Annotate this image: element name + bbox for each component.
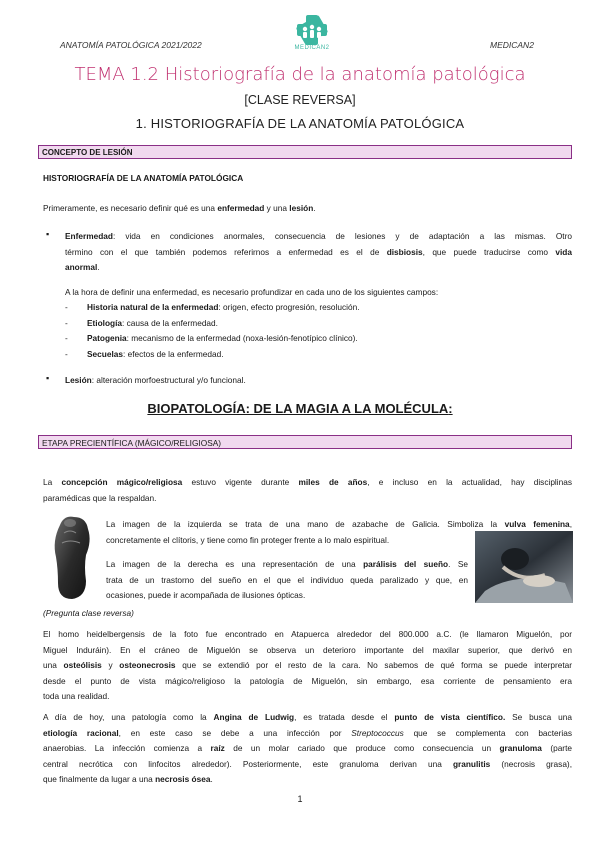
- sleep-paralysis-image: [475, 531, 573, 603]
- concepcion-paragraph: La concepción mágico/religiosa estuvo vigente durante miles de años, e incluso en la actualidad, hay disciplinas paramédicas que la respaldan.: [43, 477, 572, 503]
- intro-paragraph: Primeramente, es necesario definir qué es una enfermedad y una lesión.: [43, 203, 316, 213]
- campos-intro: A la hora de definir una enfermedad, es necesario profundizar en cada uno de los siguientes campos:: [65, 287, 439, 297]
- pregunta-label: (Pregunta clase reversa): [43, 608, 134, 618]
- subheading: HISTORIOGRAFÍA DE LA ANATOMÍA PATOLÓGICA: [43, 173, 244, 183]
- azabache-hand-image: [46, 511, 98, 603]
- hand-description: La imagen de la izquierda se trata de una mano de azabache de Galicia. Simboliza la vulva femenina, concretamente el clítoris, y tiene como fin proteger frente a lo malo espiritual.: [106, 519, 572, 545]
- lesion-definition: Lesión: alteración morfoestructural y/o funcional.: [65, 375, 246, 385]
- page-subtitle: [CLASE REVERSA]: [244, 93, 356, 107]
- section-box-precientifica: ETAPA PRECIENTÍFICA (MÁGICO/RELIGIOSA): [38, 435, 572, 449]
- list-item: - Secuelas: efectos de la enfermedad.: [65, 348, 224, 359]
- ludwig-paragraph: A día de hoy, una patología como la Angina de Ludwig, es tratada desde el punto de vista científico. Se busca una etiología racional, en este caso se debe a una infección por Streptococcus que se complementa con bacterias anaerobias. La infección comienza a raíz de un molar cariado que produce como consecuencia un granuloma (parte central necrótica con linfocitos alrededor). Posteriormente, este granuloma derivan una granulitis (necrosis grasa), que finalmente da lugar a una necrosis ósea.: [43, 712, 572, 784]
- section-heading-biopatologia: BIOPATOLOGÍA: DE LA MAGIA A LA MOLÉCULA:: [147, 401, 453, 416]
- list-item: - Etiología: causa de la enfermedad.: [65, 317, 218, 328]
- paralysis-description: La imagen de la derecha es una representación de una parálisis del sueño. Se trata de un trastorno del sueño en el que el individuo queda paralizado y que, en ocasiones, puede ir acompañada de ilusiones ópticas.: [106, 559, 468, 600]
- header-left: ANATOMÍA PATOLÓGICA 2021/2022: [60, 40, 202, 50]
- page-number: 1: [297, 794, 303, 804]
- homo-paragraph: El homo heidelbergensis de la foto fue encontrado en Atapuerca alrededor del 800.000 a.C. (le llamaron Miguelón, por Miguel Induráin). En el cráneo de Miguelón se observa un deterioro importante del maxilar superior, que derivó en una osteólisis y osteonecrosis que se extendió por el resto de la cara. No sabemos de qué forma se puede interpretar desde el punto de vista mágico/religioso la patología de Miguelón, sin embargo, esa corriente de pensamiento era toda una realidad.: [43, 629, 573, 701]
- campos-list: [65, 300, 360, 362]
- section-box-concepto: CONCEPTO DE LESIÓN: [38, 145, 572, 159]
- logo-text: MEDICAN2: [294, 45, 330, 51]
- page-title: TEMA 1.2 Historiografía de la anatomía patológica: [74, 64, 526, 85]
- list-item: - Historia natural de la enfermedad: origen, efecto progresión, resolución.: [65, 302, 360, 312]
- list-item: - Patogenia: mecanismo de la enfermedad (noxa-lesión-fenotípico clínico).: [65, 333, 358, 343]
- enfermedad-definition: Enfermedad: vida en condiciones anormales, consecuencia de lesiones y de adaptación a las mismas. Otro término con el que también podemos referirnos a enfermedad es el de disbiosis, que puede traducirse como vida anormal.: [65, 231, 572, 272]
- bullet-dot: ▪: [46, 373, 50, 383]
- medican2-logo: [284, 14, 340, 54]
- bullet-dot: ▪: [46, 229, 50, 239]
- header-right: MEDICAN2: [490, 40, 534, 50]
- heading-1: 1. HISTORIOGRAFÍA DE LA ANATOMÍA PATOLÓGICA: [135, 116, 465, 131]
